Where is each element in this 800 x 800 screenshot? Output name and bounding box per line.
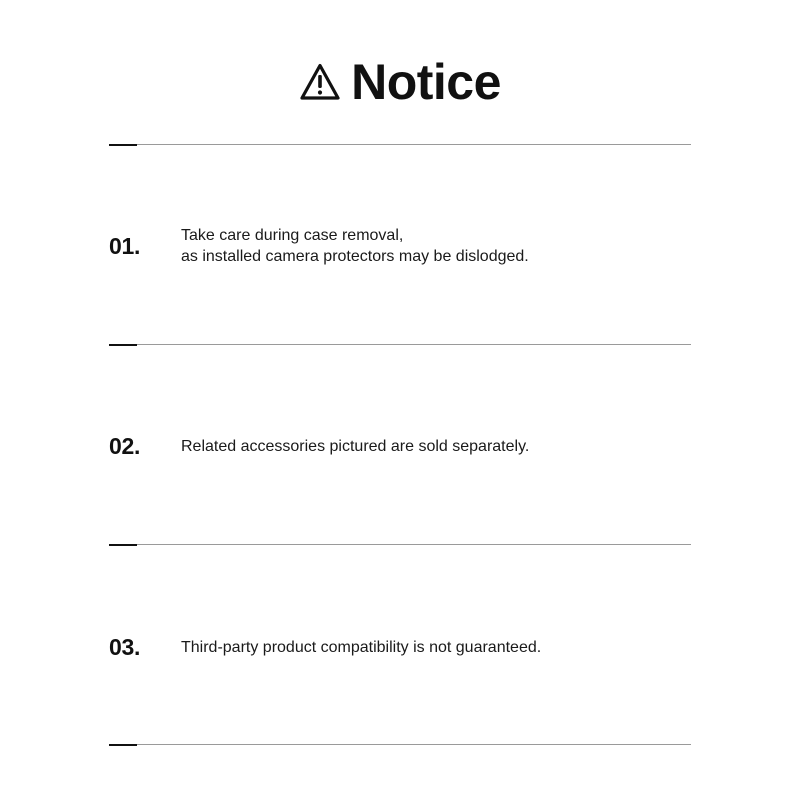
notice-text: [181, 225, 529, 267]
notice-item-01: [109, 226, 691, 266]
page-title: Notice: [351, 54, 501, 110]
section-divider: [109, 544, 691, 546]
notice-header: [0, 52, 800, 112]
warning-triangle-icon: [299, 62, 341, 102]
section-divider: [109, 744, 691, 746]
notice-number: 01.: [109, 232, 141, 259]
notice-number: 02.: [109, 432, 141, 459]
notice-number: 03.: [109, 633, 141, 660]
notice-item-03: [109, 633, 691, 661]
notice-text-line: Take care during case removal,: [181, 227, 404, 244]
notice-text-line: Related accessories pictured are sold separately.: [181, 437, 530, 455]
notice-text: [181, 436, 529, 457]
notice-text-line: as installed camera protectors may be dislodged.: [181, 248, 529, 265]
notice-text-line: Third-party product compatibility is not guaranteed.: [181, 638, 542, 656]
section-divider: [109, 344, 691, 346]
notice-text: [181, 637, 541, 658]
notice-item-02: [109, 432, 691, 460]
section-divider: [109, 144, 691, 146]
